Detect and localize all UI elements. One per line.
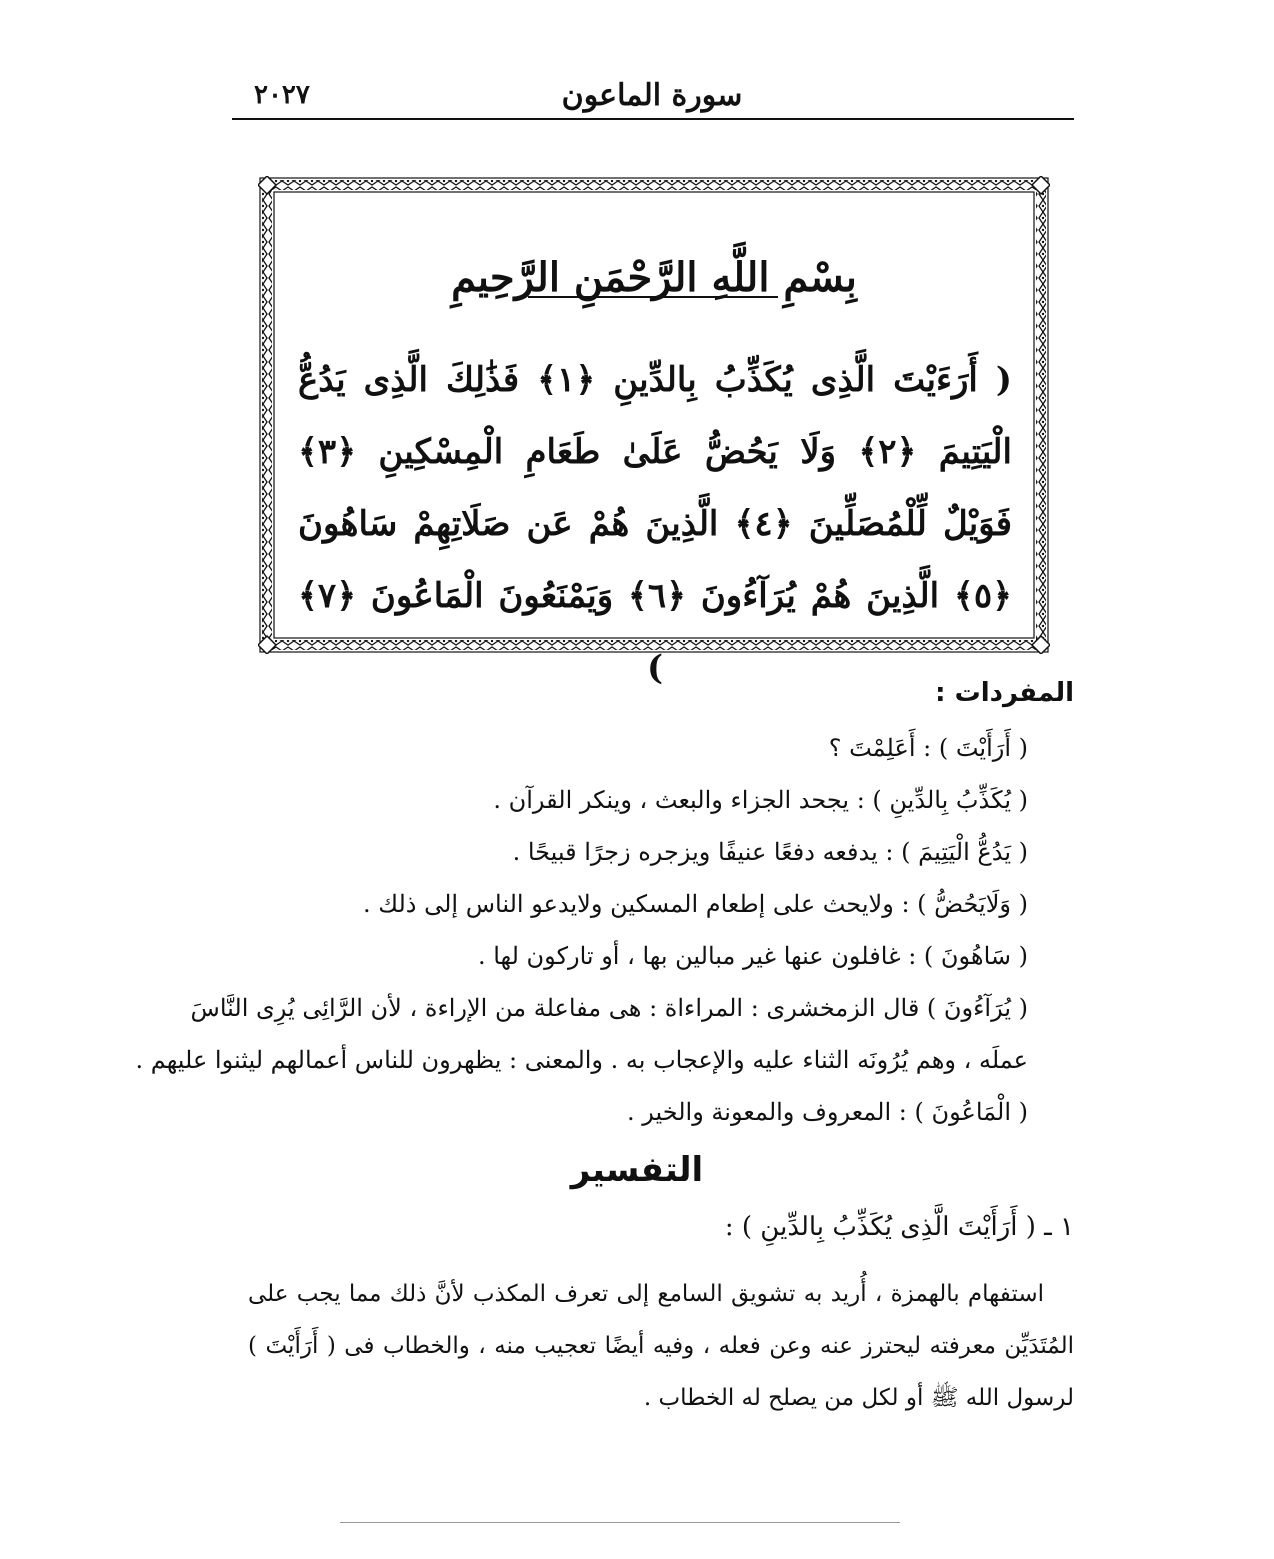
- vocabulary-item: ( سَاهُونَ ) : غافلون عنها غير مبالين بها ، أو تاركون لها .: [477, 942, 1028, 970]
- page-number: ٢٠٢٧: [254, 80, 310, 110]
- vocabulary-item: ( وَلَايَحُضُّ ) : ولايحث على إطعام المسكين ولايدعو الناس إلى ذلك .: [363, 890, 1028, 918]
- vocabulary-list: [135, 722, 1028, 1138]
- vocabulary-item: ( يَدُعُّ الْيَتِيمَ ) : يدفعه دفعًا عنيفًا ويزجره زجرًا قبيحًا .: [512, 838, 1028, 866]
- tafsir-verse-reference: ١ ـ ( أَرَأَيْتَ الَّذِى يُكَذِّبُ بِالدِّينِ ) :: [724, 1212, 1074, 1242]
- basmala: بِسْمِ اللَّهِ الرَّحْمَنِ الرَّحِيمِ: [451, 254, 857, 301]
- running-header: [232, 78, 1072, 122]
- verse-frame: [258, 176, 1050, 688]
- vocabulary-item: عملَه ، وهم يُرُونَه الثناء عليه والإعجاب به . والمعنى : يظهرون للناس أعمالهم ليثنوا عليهم .: [135, 1046, 1028, 1074]
- tafsir-paragraph: استفهام بالهمزة ، أُريد به تشويق السامع إلى تعرف المكذب لأنَّ ذلك مما يجب على المُتَدَيِّن معرفته ليحترز عنه وعن فعله ، وفيه أيضًا تعجيب منه ، والخطاب فى ( أَرَأَيْتَ ) لرسول الله ﷺ أو لكل من يصلح له الخطاب .: [248, 1281, 1074, 1411]
- bottom-scan-line: [340, 1522, 900, 1523]
- vocabulary-item: ( أَرَأَيْتَ ) : أَعَلِمْتَ ؟: [828, 734, 1028, 762]
- surah-verses: ( أَرَءَيْتَ الَّذِى يُكَذِّبُ بِالدِّينِ ﴿١﴾ فَذَٰلِكَ الَّذِى يَدُعُّ الْيَتِيمَ ﴿٢﴾ وَلَا يَحُضُّ عَلَىٰ طَعَامِ الْمِسْكِينِ ﴿٣﴾ فَوَيْلٌ لِّلْمُصَلِّينَ ﴿٤﴾ الَّذِينَ هُمْ عَن صَلَاتِهِمْ سَاهُونَ ﴿٥﴾ الَّذِينَ هُمْ يُرَآءُونَ ﴿٦﴾ وَيَمْنَعُونَ الْمَاعُونَ ﴿٧﴾ ): [298, 360, 1013, 688]
- vocabulary-item: ( يُكَذِّبُ بِالدِّينِ ) : يجحد الجزاء والبعث ، وينكر القرآن .: [493, 786, 1028, 814]
- tafsir-heading: التفسير: [570, 1150, 704, 1190]
- surah-title: سورة الماعون: [561, 78, 743, 113]
- header-divider: [232, 118, 1074, 120]
- basmala-flourish: [528, 296, 778, 298]
- vocabulary-item: ( يُرَآءُونَ ) قال الزمخشرى : المراءاة : هى مفاعلة من الإراءة ، لأن الرَّائِى يُرِى النَّاسَ: [190, 994, 1028, 1022]
- vocabulary-heading: المفردات :: [935, 678, 1074, 708]
- vocabulary-item: ( الْمَاعُونَ ) : المعروف والمعونة والخير .: [626, 1098, 1028, 1126]
